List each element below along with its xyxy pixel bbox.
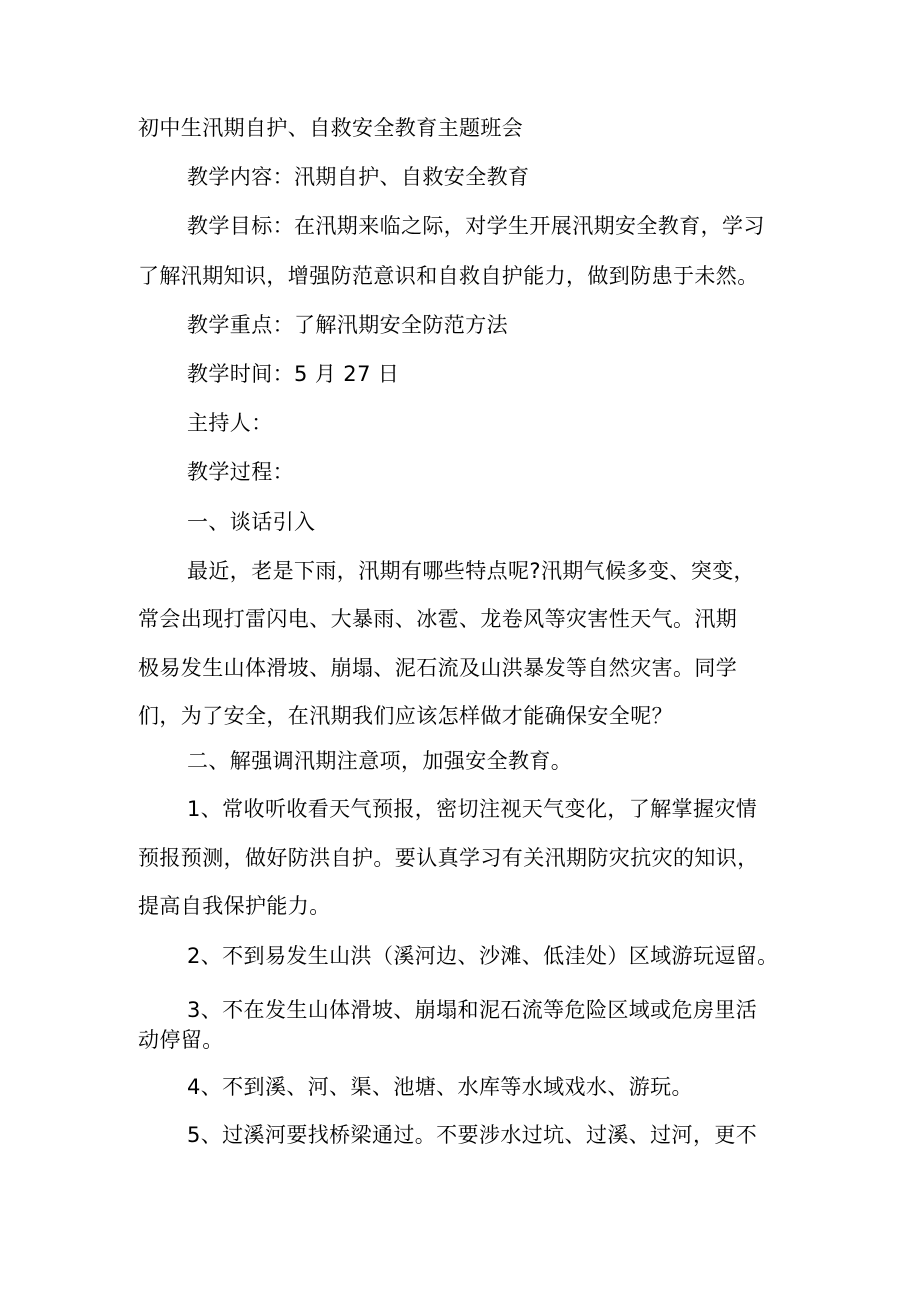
document-title: 初中生汛期自护、自救安全教育主题班会 — [138, 116, 524, 140]
item-three-line-1: 3、不在发生山体滑坡、崩塌和泥石流等危险区域或危房里活 — [187, 998, 758, 1022]
item-one-line-2: 预报预测，做好防洪自护。要认真学习有关汛期防灾抗灾的知识， — [138, 846, 759, 870]
section-two-heading: 二、解强调汛期注意项，加强安全教育。 — [187, 749, 573, 773]
intro-paragraph-line-1: 最近，老是下雨，汛期有哪些特点呢?汛期气候多变、突变， — [187, 559, 755, 583]
teaching-content-line: 教学内容：汛期自护、自救安全教育 — [187, 165, 530, 189]
teaching-process-heading: 教学过程： — [187, 460, 294, 484]
item-four-line: 4、不到溪、河、渠、池塘、水库等水域戏水、游玩。 — [187, 1075, 693, 1099]
teaching-goal-line-2: 了解汛期知识，增强防范意识和自救自护能力，做到防患于未然。 — [138, 264, 759, 288]
host-line: 主持人： — [187, 411, 273, 435]
section-one-heading: 一、谈话引入 — [187, 510, 316, 534]
intro-paragraph-line-2: 常会出现打雷闪电、大暴雨、冰雹、龙卷风等灾害性天气。汛期 — [138, 607, 738, 631]
intro-paragraph-line-4: 们，为了安全，在汛期我们应该怎样做才能确保安全呢？ — [138, 704, 673, 728]
teaching-goal-line-1: 教学目标：在汛期来临之际，对学生开展汛期安全教育，学习 — [187, 214, 765, 238]
item-three-line-2: 动停留。 — [138, 1028, 224, 1052]
teaching-focus-line: 教学重点：了解汛期安全防范方法 — [187, 313, 508, 337]
item-one-line-1: 1、常收听收看天气预报，密切注视天气变化，了解掌握灾情 — [187, 797, 758, 821]
intro-paragraph-line-3: 极易发生山体滑坡、崩塌、泥石流及山洪暴发等自然灾害。同学 — [138, 656, 738, 680]
teaching-time-line: 教学时间：5 月 27 日 — [187, 362, 400, 386]
item-one-line-3: 提高自我保护能力。 — [138, 894, 331, 918]
item-two-line: 2、不到易发生山洪（溪河边、沙滩、低洼处）区域游玩逗留。 — [187, 944, 779, 968]
item-five-line-1: 5、过溪河要找桥梁通过。不要涉水过坑、过溪、过河，更不 — [187, 1123, 758, 1147]
